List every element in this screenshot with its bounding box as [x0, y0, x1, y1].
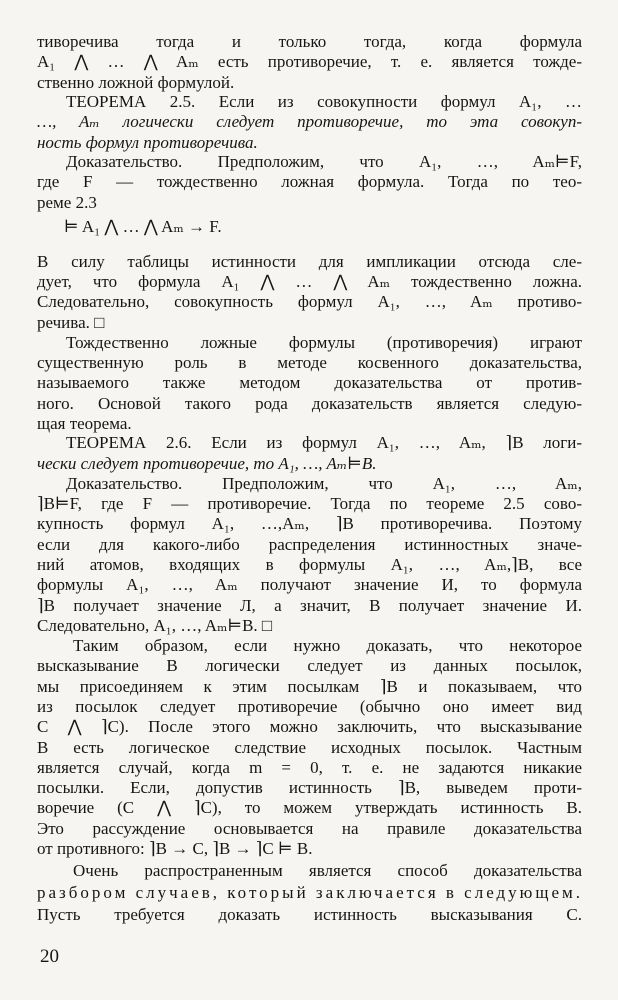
- text-line: щая теорема.: [37, 414, 132, 433]
- text-line: A₁ ⋀ … ⋀ Aₘ есть противоречие, т. е. является тожде-: [37, 52, 582, 71]
- text-line: Доказательство. Предположим, что A₁, …, Aₘ,: [66, 474, 582, 493]
- text-line: Очень распространенным является способ доказательства: [73, 861, 582, 880]
- text-line: является случай, когда m = 0, т. е. не задаются никакие: [37, 758, 582, 777]
- text-line: ⊨ A₁ ⋀ … ⋀ Aₘ → F.: [64, 217, 222, 236]
- text-line: В силу таблицы истинности для импликации отсюда сле-: [37, 252, 582, 271]
- text-line: называемого также методом доказательства от против-: [37, 373, 582, 392]
- text-line: купность формул A₁, …,Aₘ, ⌉B противоречива. Поэтому: [37, 514, 582, 533]
- text-line: ТЕОРЕМА 2.6. Если из формул A₁, …, Aₘ, ⌉B логи-: [66, 433, 582, 452]
- text-line: чески следует противоречие, то A₁, …, Aₘ⊨B.: [37, 454, 377, 473]
- text-line: речива. □: [37, 313, 105, 332]
- text-line: мы присоединяем к этим посылкам ⌉B и показываем, что: [37, 677, 582, 696]
- text-line: Это рассуждение основывается на правиле доказательства: [37, 819, 582, 838]
- text-line: разбором случаев, который заключается в следующем.: [37, 883, 584, 902]
- text-line: ⌉B⊨F, где F — противоречие. Тогда по теореме 2.5 сово-: [37, 494, 582, 513]
- text-line: посылки. Если, допустив истинность ⌉B, выведем проти-: [37, 778, 582, 797]
- text-line: дует, что формула A₁ ⋀ … ⋀ Aₘ тождественно ложна.: [37, 272, 582, 291]
- text-line: Тождественно ложные формулы (противоречия) играют: [66, 333, 582, 352]
- text-line: Следовательно, совокупность формул A₁, …, Aₘ противо-: [37, 292, 582, 311]
- text-line: воречие (C ⋀ ⌉C), то можем утверждать истинность B.: [37, 798, 582, 817]
- text-line: тиворечива тогда и только тогда, когда формула: [37, 32, 582, 51]
- text-line: существенную роль в методе косвенного доказательства,: [37, 353, 582, 372]
- text-line: Пусть требуется доказать истинность высказывания C.: [37, 905, 582, 924]
- text-line: Доказательство. Предположим, что A₁, …, Aₘ⊨F,: [66, 152, 582, 171]
- text-line: ний атомов, входящих в формулы A₁, …, Aₘ,⌉B, все: [37, 555, 582, 574]
- text-line: Следовательно, A₁, …, Aₘ⊨B. □: [37, 616, 273, 635]
- page-number: 20: [40, 946, 59, 967]
- text-line: если для какого-либо распределения истинностных значе-: [37, 535, 582, 554]
- text-line: из посылок следует противоречие (обычно оно имеет вид: [37, 697, 582, 716]
- text-line: …, Aₘ логически следует противоречие, то эта совокуп-: [37, 112, 582, 131]
- text-line: где F — тождественно ложная формула. Тогда по тео-: [37, 172, 582, 191]
- text-line: ного. Основой такого рода доказательств является следую-: [37, 394, 582, 413]
- text-line: ТЕОРЕМА 2.5. Если из совокупности формул A₁, …: [66, 92, 582, 111]
- text-line: ⌉B получает значение Л, а значит, B получает значение И.: [37, 596, 582, 615]
- text-line: ственно ложной формулой.: [37, 73, 235, 92]
- text-line: реме 2.3: [37, 193, 97, 212]
- text-line: C ⋀ ⌉C). После этого можно заключить, что высказывание: [37, 717, 582, 736]
- text-line: от противного: ⌉B → C, ⌉B → ⌉C ⊨ B.: [37, 839, 313, 858]
- text-line: формулы A₁, …, Aₘ получают значение И, то формула: [37, 575, 582, 594]
- text-line: высказывание B логически следует из данных посылок,: [37, 656, 582, 675]
- text-line: Таким образом, если нужно доказать, что некоторое: [73, 636, 582, 655]
- text-line: ность формул противоречива.: [37, 133, 258, 152]
- text-line: B есть логическое следствие исходных посылок. Частным: [37, 738, 582, 757]
